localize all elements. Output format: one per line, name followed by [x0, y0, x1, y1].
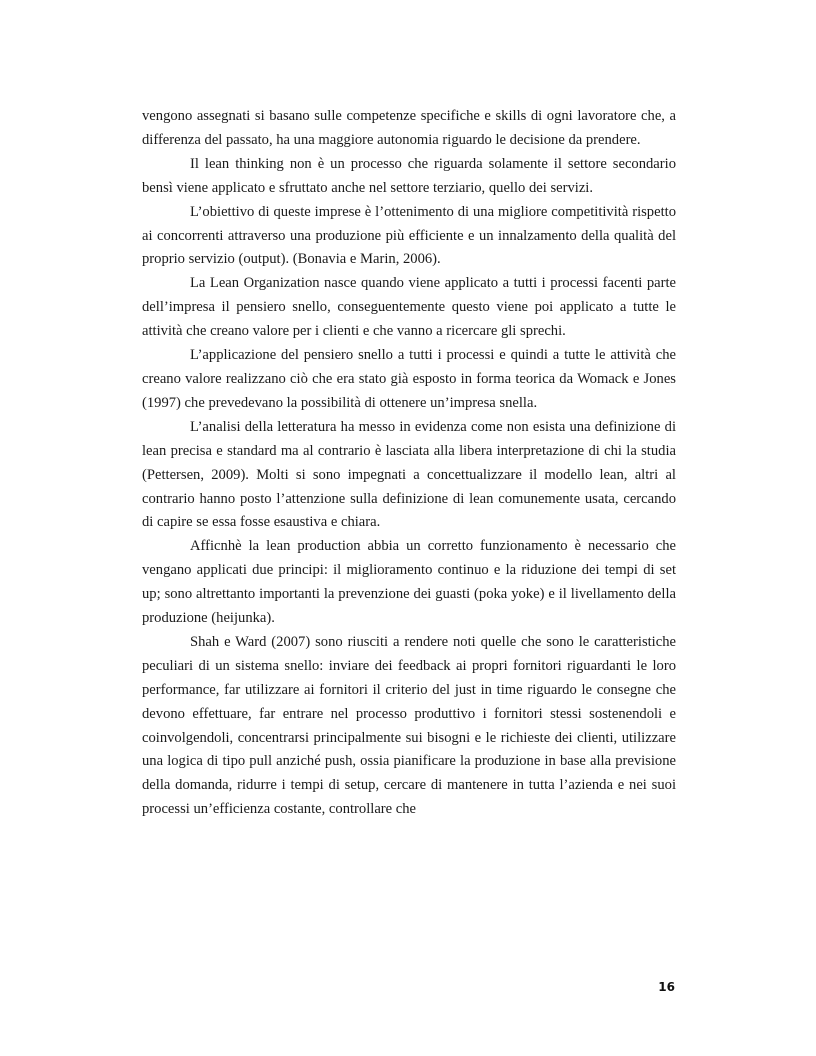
- paragraph-5: L’applicazione del pensiero snello a tutti i processi e quindi a tutte le attività che creano valore realizzano ciò che era stato già esposto in forma teorica da Womack e Jones (1997) che prevedevano la possibilità di ottenere un’impresa snella.: [142, 347, 676, 411]
- paragraph-8: Shah e Ward (2007) sono riusciti a rendere noti quelle che sono le caratteristiche peculiari di un sistema snello: inviare dei feedback ai propri fornitori riguardanti le loro performance, far utilizzare ai fornitori il criterio del just in time riguardo le consegne che devono effettuare, far entrare nel processo produttivo i fornitori stessi sostenendoli e coinvolgendoli, concentrarsi principalmente sui bisogni e le richieste dei clienti, utilizzare una logica di tipo pull anziché push, ossia pianificare la produzione in base alla previsione della domanda, ridurre i tempi di setup, cercare di mantenere in tutta l’azienda e nei suoi processi un’efficienza costante, controllare che: [142, 633, 676, 818]
- paragraph-6: L’analisi della letteratura ha messo in evidenza come non esista una definizione di lean precisa e standard ma al contrario è lasciata alla libera interpretazione di chi la studia (Pettersen, 2009). Molti si sono impegnati a concettualizzare il modello lean, altri al contrario hanno posto l’attenzione sulla definizione di lean comunemente usata, cercando di capire se essa fosse esaustiva e chiara.: [142, 418, 676, 531]
- paragraph-3: L’obiettivo di queste imprese è l’ottenimento di una migliore competitività rispetto ai concorrenti attraverso una produzione più efficiente e un innalzamento della qualità del proprio servizio (output). (Bonavia e Marin, 2006).: [142, 203, 676, 268]
- paragraph-4: La Lean Organization nasce quando viene applicato a tutti i processi facenti parte dell’impresa il pensiero snello, conseguentemente questo viene poi applicato a tutte le attività che creano valore per i clienti e che vanno a ricercare gli sprechi.: [142, 275, 676, 340]
- page-number: 16: [658, 980, 675, 994]
- paragraph-1: vengono assegnati si basano sulle competenze specifiche e skills di ogni lavoratore che, a differenza del passato, ha una maggiore autonomia riguardo le decisione da prendere.: [142, 108, 676, 148]
- paragraph-7: Afficnhè la lean production abbia un corretto funzionamento è necessario che vengano applicati due principi: il miglioramento continuo e la riduzione dei tempi di set up; sono altrettanto importanti la prevenzione dei guasti (poka yoke) e il livellamento della produzione (heijunka).: [142, 538, 676, 627]
- paragraph-2: Il lean thinking non è un processo che riguarda solamente il settore secondario bensì viene applicato e sfruttato anche nel settore terziario, quello dei servizi.: [142, 155, 676, 196]
- body-text: [142, 105, 676, 822]
